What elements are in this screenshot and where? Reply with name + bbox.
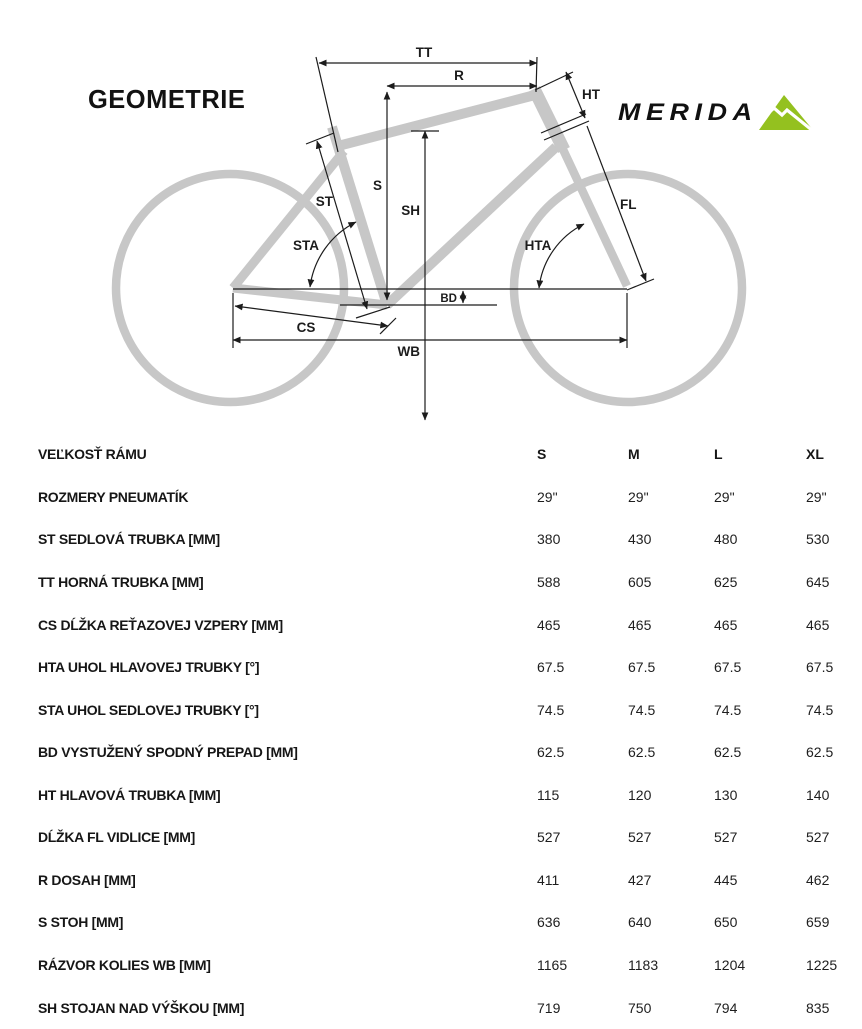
cell-xl: 465 bbox=[806, 616, 830, 633]
cell-m: 527 bbox=[628, 829, 652, 846]
r-label: R bbox=[454, 68, 464, 83]
table-row bbox=[0, 901, 862, 944]
cell-s: 29" bbox=[537, 488, 558, 505]
tt-label: TT bbox=[415, 45, 433, 60]
table-row bbox=[0, 476, 862, 519]
table-row bbox=[0, 603, 862, 646]
column-header-xl: XL bbox=[806, 446, 824, 463]
table-row bbox=[0, 688, 862, 731]
rear-wheel bbox=[116, 174, 344, 402]
cell-s: 67.5 bbox=[537, 659, 565, 676]
cell-xl: 835 bbox=[806, 999, 830, 1016]
cell-m: 29" bbox=[628, 488, 649, 505]
cell-m: 640 bbox=[628, 914, 652, 931]
table-row bbox=[0, 731, 862, 774]
table-row bbox=[0, 986, 862, 1029]
cell-l: 465 bbox=[714, 616, 738, 633]
merida-wordmark: MERIDA bbox=[618, 99, 758, 126]
cell-l: 62.5 bbox=[714, 744, 742, 761]
cell-xl: 659 bbox=[806, 914, 830, 931]
cell-xl: 1225 bbox=[806, 957, 838, 974]
ht-top-tick bbox=[535, 72, 573, 90]
row-label: CS DĹŽKA REŤAZOVEJ VZPERY [MM] bbox=[38, 616, 283, 633]
cs-end-tick bbox=[380, 318, 396, 334]
row-label: ROZMERY PNEUMATÍK bbox=[38, 488, 189, 505]
cell-xl: 140 bbox=[806, 786, 830, 803]
cell-s: 62.5 bbox=[537, 744, 565, 761]
cell-xl: 67.5 bbox=[806, 659, 834, 676]
table-row bbox=[0, 944, 862, 987]
hta-angle-arc bbox=[539, 224, 584, 288]
cell-l: 650 bbox=[714, 914, 738, 931]
s-label: S bbox=[372, 178, 382, 193]
cell-m: 67.5 bbox=[628, 659, 656, 676]
cell-xl: 462 bbox=[806, 871, 830, 888]
column-header-m: M bbox=[628, 446, 640, 463]
ht-label: HT bbox=[582, 87, 600, 102]
row-label: RÁZVOR KOLIES WB [MM] bbox=[38, 957, 211, 974]
bike-frame bbox=[116, 89, 742, 402]
sh-label: SH bbox=[401, 203, 420, 218]
cell-xl: 62.5 bbox=[806, 744, 834, 761]
cell-m: 465 bbox=[628, 616, 652, 633]
cell-l: 527 bbox=[714, 829, 738, 846]
row-label: TT HORNÁ TRUBKA [MM] bbox=[38, 573, 204, 590]
fl-label: FL bbox=[620, 197, 637, 212]
cell-m: 750 bbox=[628, 999, 652, 1016]
cell-l: 480 bbox=[714, 531, 738, 548]
table-row bbox=[0, 859, 862, 902]
cell-xl: 645 bbox=[806, 573, 830, 590]
table-row bbox=[0, 774, 862, 817]
row-label: HTA UHOL HLAVOVEJ TRUBKY [°] bbox=[38, 659, 260, 676]
column-header-s: S bbox=[537, 446, 547, 463]
wb-label: WB bbox=[397, 344, 420, 359]
st-top-tick bbox=[306, 133, 334, 144]
cell-l: 445 bbox=[714, 871, 738, 888]
table-row bbox=[0, 518, 862, 561]
row-label: SH STOJAN NAD VÝŠKOU [MM] bbox=[38, 999, 245, 1016]
row-label: VEĽKOSŤ RÁMU bbox=[38, 446, 147, 463]
cell-s: 719 bbox=[537, 999, 561, 1016]
cell-s: 465 bbox=[537, 616, 561, 633]
cell-l: 625 bbox=[714, 573, 738, 590]
st-bottom-tick bbox=[356, 307, 390, 318]
cell-l: 67.5 bbox=[714, 659, 742, 676]
top-tube bbox=[338, 95, 535, 146]
st-label: ST bbox=[315, 194, 333, 209]
row-label: DĹŽKA FL VIDLICE [MM] bbox=[38, 829, 196, 846]
row-label: R DOSAH [MM] bbox=[38, 871, 136, 888]
tt-left-extension bbox=[316, 57, 338, 152]
cell-s: 411 bbox=[537, 871, 560, 888]
row-label: S STOH [MM] bbox=[38, 914, 124, 931]
head-tube bbox=[534, 89, 564, 150]
cell-m: 1183 bbox=[628, 957, 659, 974]
cell-xl: 74.5 bbox=[806, 701, 834, 718]
cell-xl: 29" bbox=[806, 488, 827, 505]
cell-m: 605 bbox=[628, 573, 652, 590]
hta-label: HTA bbox=[524, 238, 552, 253]
page-title: GEOMETRIE bbox=[88, 84, 246, 114]
cs-label: CS bbox=[296, 320, 316, 335]
cell-s: 636 bbox=[537, 914, 561, 931]
cell-l: 74.5 bbox=[714, 701, 742, 718]
row-label: HT HLAVOVÁ TRUBKA [MM] bbox=[38, 786, 221, 803]
cell-l: 1204 bbox=[714, 957, 746, 974]
cell-m: 74.5 bbox=[628, 701, 656, 718]
cell-s: 115 bbox=[537, 786, 560, 803]
cell-l: 29" bbox=[714, 488, 735, 505]
sta-label: STA bbox=[293, 238, 319, 253]
row-label: ST SEDLOVÁ TRUBKA [MM] bbox=[38, 531, 220, 548]
cell-m: 62.5 bbox=[628, 744, 656, 761]
cell-m: 430 bbox=[628, 531, 652, 548]
table-row bbox=[0, 646, 862, 689]
bike-geometry-diagram bbox=[0, 0, 862, 440]
column-header-l: L bbox=[714, 446, 723, 463]
cell-s: 74.5 bbox=[537, 701, 565, 718]
cell-s: 1165 bbox=[537, 957, 568, 974]
table-header-row bbox=[0, 433, 862, 476]
cell-l: 130 bbox=[714, 786, 738, 803]
geometry-table bbox=[0, 433, 862, 1029]
cell-m: 427 bbox=[628, 871, 652, 888]
cell-s: 527 bbox=[537, 829, 561, 846]
cell-xl: 527 bbox=[806, 829, 830, 846]
cell-m: 120 bbox=[628, 786, 652, 803]
cell-s: 380 bbox=[537, 531, 561, 548]
row-label: STA UHOL SEDLOVEJ TRUBKY [°] bbox=[38, 701, 259, 718]
fl-dropout-tick bbox=[627, 279, 654, 290]
tt-right-extension bbox=[536, 57, 537, 92]
bd-label: BD bbox=[440, 293, 457, 305]
cell-s: 588 bbox=[537, 573, 561, 590]
table-row bbox=[0, 561, 862, 604]
table-row bbox=[0, 816, 862, 859]
cell-xl: 530 bbox=[806, 531, 830, 548]
row-label: BD VYSTUŽENÝ SPODNÝ PREPAD [MM] bbox=[38, 744, 298, 761]
cell-l: 794 bbox=[714, 999, 738, 1016]
fork bbox=[560, 143, 627, 286]
